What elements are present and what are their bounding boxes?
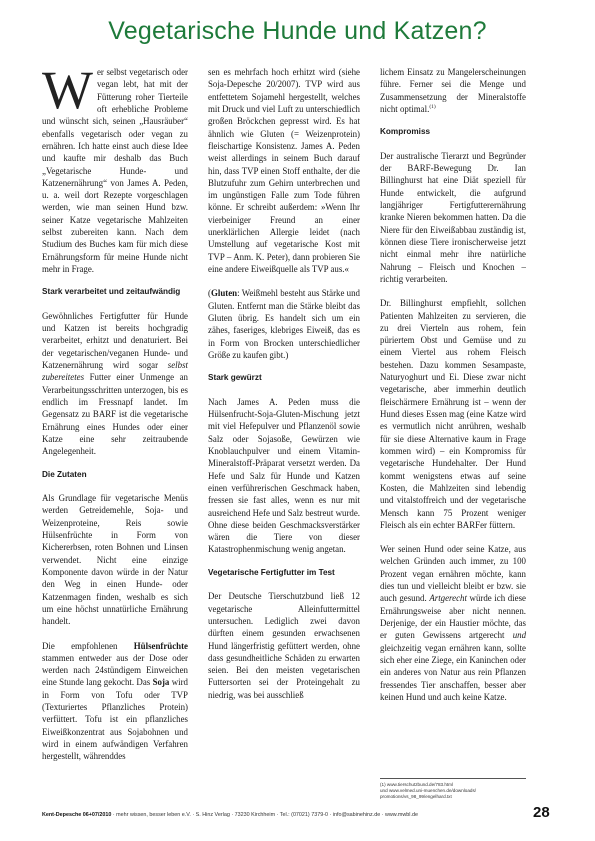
intro-paragraph [42,60,188,275]
heading-fertigfutter: Vegetarische Fertigfutter im Test [208,567,335,577]
column-1 [42,60,188,775]
text-fragment: gleichzeitig vegan ernähren kann, sollte sich eher eine Ziege, ein Kaninchen oder ein anderes von Natur aus rein Pflanzen fressendes Tier anschaffen, besser aber keinen Hund und auch keine Katze. [380,642,526,702]
bold-term: Soja [152,677,170,688]
column-3 [380,66,526,715]
emphasis: Artgerecht [429,593,467,604]
paragraph-zutaten-2 [42,640,188,763]
paragraph-fertigfutter-cont [380,66,526,115]
heading-zutaten: Die Zutaten [42,469,87,479]
page-title: Vegetarische Hunde und Katzen? [108,17,487,45]
footnote-line[interactable]: und www.velmed.uni-muenchen.de/downloads/ [380,788,477,793]
paragraph-kompromiss-1: Der australische Tierarzt und Begründer der BARF-Bewegung Dr. Ian Billinghurst hat eine Diät speziell für Hunde entwickelt, die aufgrund langjähriger Fertigfutterernährung kranke Nieren bekommen hatten. Da die Niere für den Eiweißabbau zuständig ist, können diese Tiere ironischerweise jetzt nicht einmal mehr ihre natürliche Nahrung – Fleisch und Knochen – richtig verarbeiten. [380,150,526,284]
column-2 [208,66,360,713]
page-footer [42,812,522,818]
text-fragment: wird in Form von Tofu oder TVP (Texturiertes Pflanzliches Protein) verfüttert. Tofu ist ein pflanzliches Eiweißkonzentrat aus Sojabohnen und wird in einem aufwändigen Verfahren hergestellt, währenddes [42,677,188,762]
text-fragment: Wer seinen Hund oder seine Katze, aus welchen Gründen auch immer, zu 100 Prozent vegan ernähren möchte, kann dies tun und vielleicht bleibt er bzw. sie auch gesund. [380,544,526,604]
text-fragment: stammen entweder aus der Dose oder werden nach 24stündigem Einweichen eine Stunde lang gekocht. Das [42,652,188,688]
bold-term: Gluten [210,288,238,299]
paragraph-zutaten-1: Als Grundlage für vegetarische Menüs werden Getreidemehle, Soja- und Weizenproteine, Reis sowie Hülsenfrüchte in Form von Kichererbsen, roten Bohnen und Linsen verwendet. Nicht eine einzige Komponente davon würde in der Natur den Weg in einen Hunde- oder Katzenmagen finden, weshalb es sich um eine höchst unnatürliche Ernährung handelt. [42,493,188,627]
text-fragment: : Weißmehl besteht aus Stärke und Gluten. Entfernt man die Stärke bleibt das Gluten übrig. Es handelt sich um ein zähes, faseriges, klebriges Eiweiß, das es in Form von Brocken unterschiedlicher Größe zu kaufen gibt.) [208,288,360,360]
intro-text: er selbst vegetarisch oder vegan lebt, hat mit der Fütterung roher Tierteile oft erhebliche Probleme und wünscht sich, seinen „Hausräuber“ ebenfalls vegetarisch oder vegan zu ernähren. Ich hatte einst auch diese Idee und kaufte mir deshalb das Buch „Vegetarische Hunde- und Katzenernährung“ von James A. Peden, u. a. weil dort Rezepte vorgeschlagen werden, wie man seinen Hund bzw. seiner Katze vegetarische Mahlzeiten selbst zubereiten kann. Nach dem Studium des Buches kam für mich diese Ernährungsform für meine Hunde nicht mehr in Frage. [42,67,188,274]
paragraph-kompromiss-3 [380,543,526,703]
paragraph-kompromiss-2: Dr. Billinghurst empfiehlt, sollchen Patienten Mahlzeiten zu servieren, die zu drei Vierteln aus rohem, fein püriertem Obst und Gemüse und zu einem Viertel aus rohem Fleisch bestehen. Dazu kommen Sesampaste, Naturyoghurt und Ei. Diese zwar nicht vegetarische, aber immerhin deutlich fleischärmere Ernährung ist – wenn der Hund dieses Essen mag (eine Katze wird es vermutlich nicht anrühren, weshalb für sie diese Alternative kaum in Frage kommen wird) – ein Kompromiss für vegetarische Hundehalter. Der Hund kommt wenigstens etwas auf seine Kosten, die Mahlzeiten sind lebendig und vitalstoffreich und der vegetarische Mensch kann 75 Prozent weniger Fleisch als ein echter BARFer füttern. [380,298,526,530]
text-fragment: Gewöhnliches Fertigfutter für Hunde und Katzen ist bereits hochgradig verarbeitet, erhitzt und denaturiert. Bei der vegetarischen/veganen Hunde- und Katzenernährung wird sogar [42,310,188,371]
footnotes [380,778,526,800]
heading-kompromiss: Kompromiss [380,127,431,137]
text-fragment: Futter einer Unmenge an Verarbeitungsschritten unterzogen, bis es endlich im Fressnapf landet. Im Gegensatz zu BARF ist die vegetarische Ernährung eines Hundes oder einer Katze eine sehr zeitraubende Angelegenheit. [42,372,188,457]
page-number: 28 [533,804,550,821]
emphasis: und [512,630,526,641]
footnote-ref: (1) [429,103,436,110]
text-fragment: würde ich diese Ernährungsweise aber nicht nennen. Derjenige, der ein Haustier möchte, das er guten Gewissens artgerecht [380,593,526,641]
text-fragment: lichem Einsatz zu Mangelerscheinungen führe. Ferner sei die Menge und Zusammensetzung der Mineralstoffe nicht optimal. [380,67,526,114]
dropcap: W [42,60,93,120]
bold-term: Hülsenfrüchte [133,640,188,651]
heading-stark-gewuerzt: Stark gewürzt [208,373,262,383]
paragraph-zutaten-2-cont: sen es mehrfach hoch erhitzt wird (siehe Soja-Depesche 20/2007). TVP wird aus entfettetem Sojamehl hergestellt, welches mit Druck und viel Luft zu unterschiedlich großen Bröckchen gepresst wird. Es hat ähnlich wie Gluten (= Weizenprotein) fleischartige Konsistenz. James A. Peden weist allerdings in seinem Buch darauf hin, dass TVP einen Stoff enthalte, der die Blutzufuhr zum Gehirn unterbrechen und im ungünstigen Falle zum Tode führen könne. Er schreibt außerdem: »Wenn Ihr vierbeiniger Freund an einer unerklärlichen Allergie leidet (nach Umstellung auf vegetarische Kost mit TVP – Anm. K. Peter), dann probieren Sie eine andere Eiweißquelle als TVP aus.« [208,67,360,274]
paragraph-fertigfutter: Der Deutsche Tierschutzbund ließ 12 vegetarische Alleinfuttermittel untersuchen. Lediglich zwei davon dürften einem gesunden erwachsenen Hund längerfristig gefüttert werden, ohne dass gesundheitliche Schäden zu erwarten seien. Bei den meisten vegetarischen Futtersorten sei der Proteingehalt zu niedrig, was bei ausschließ [208,591,360,700]
paragraph-gluten: (Gluten: Weißmehl besteht aus Stärke und Gluten. Entfernt man die Stärke bleibt das Gluten übrig. Es handelt sich um ein zähes, faseriges, klebriges Eiweiß, das es in Form von Brocken unterschiedlicher Größe zu kaufen gibt.) [208,288,360,360]
paragraph-gewuerzt: Nach James A. Peden muss die Hülsenfrucht-Soja-Gluten-Mischung jetzt mit viel Hefepulver und Pflanzenöl sowie Salz oder Sojasoße, Gewürzen wie Knoblauchpulver und einem Vitamin-Mineralstoff-Präparat versetzt werden. Da Hefe und Salz für Hunde und Katzen einen verführerischen Geschmack haben, fressen sie fast alles, wenn es nur mit ausreichend Hefe und Salz bestreut wurde. Ohne diese beiden Geschmacksverstärker wären die Tiere von dieser Katastrophenmischung wenig angetan. [208,396,360,555]
text-fragment: Die empfohlenen [42,640,134,651]
footnote-line[interactable]: (1) www.tierschutzbund.de/783.html [380,782,454,787]
footnote-line[interactable]: promotions/vs_98_99/engelhard.txt [380,794,452,799]
footer-publication: Kent-Depesche 06+07/2010 [42,812,112,818]
heading-stark-verarbeitet: Stark verarbeitet und zeitaufwändig [42,287,181,297]
emphasis: selbst zubereitetes [42,360,188,383]
paragraph-verarbeitet [42,310,188,458]
footer-text: · mehr wissen, besser leben e.V. · S. Hinz Verlag · 73230 Kirchheim · Tel.: (07021) 7379-0 · info@sabinehinz.de · www.mwbl.de [111,812,418,818]
